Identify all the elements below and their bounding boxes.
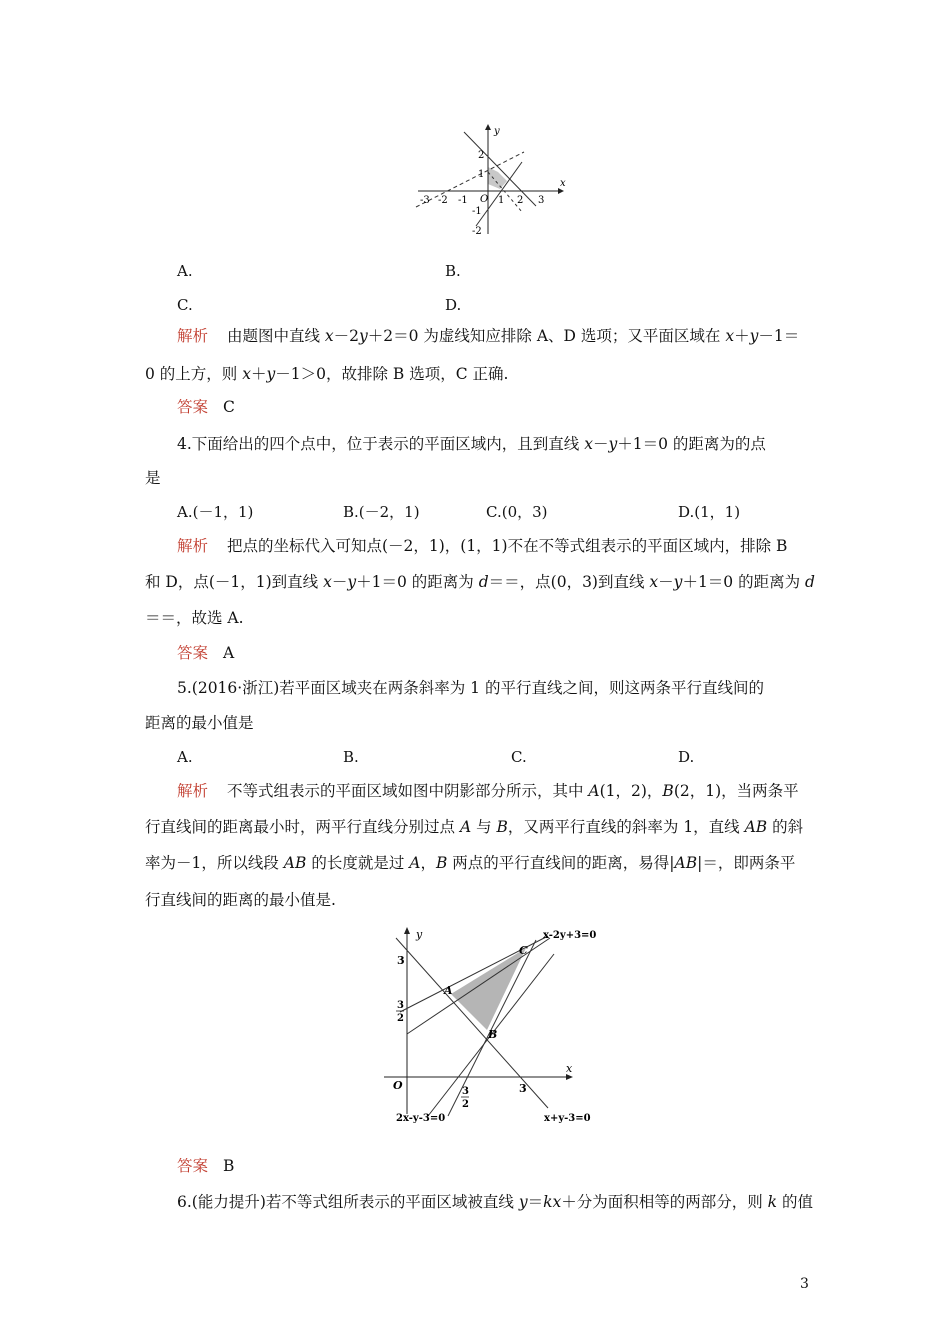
q4-stem-line-2: 是 xyxy=(145,469,161,487)
dashed-line-2 xyxy=(488,172,522,212)
point-b-label: B xyxy=(488,1028,498,1041)
q5-analysis-line-3: 率为－1，所以线段 AB 的长度就是过 A，B 两点的平行直线间的距离，易得|AB|＝，即两条平 xyxy=(145,854,796,872)
x-label: x xyxy=(560,178,566,189)
y-tick-frac-num: 3 xyxy=(397,1000,404,1011)
q4-analysis-line-3: ＝＝，故选 A. xyxy=(145,609,244,627)
analysis-label: 解析 xyxy=(177,327,209,345)
x-tick-3: 3 xyxy=(519,1082,527,1095)
line-label-3: x+y-3=0 xyxy=(544,1113,591,1124)
q3-option-a: A. xyxy=(177,262,193,280)
x-tick: -2 xyxy=(438,195,448,206)
x-tick: 1 xyxy=(498,195,505,206)
y-tick-3: 3 xyxy=(397,954,405,967)
y-tick: 1 xyxy=(478,169,485,180)
x-label: x xyxy=(566,1062,573,1075)
q5-option-d: D. xyxy=(678,748,695,766)
q3-answer: 答案 C xyxy=(177,398,235,416)
q5-stem-line-1: 5.(2016·浙江)若平面区域夹在两条斜率为 1 的平行直线之间，则这两条平行直线间的 xyxy=(177,679,764,697)
q4-option-a: A.(－1，1) xyxy=(177,503,254,521)
q5-option-b: B. xyxy=(343,748,359,766)
x-tick-frac-den: 2 xyxy=(462,1099,469,1110)
x-tick: 3 xyxy=(538,195,545,206)
q3-analysis-line-2: 0 的上方，则 x＋y－1＞0，故排除 B 选项，C 正确. xyxy=(145,365,509,383)
q5-analysis-line-4: 行直线间的距离的最小值是. xyxy=(145,891,336,909)
q4-analysis-line-1: 解析 把点的坐标代入可知点(－2，1)，(1，1)不在不等式组表示的平面区域内，排除 B xyxy=(177,537,788,555)
q5-option-c: C. xyxy=(511,748,527,766)
q6-stem: 6.(能力提升)若不等式组所表示的平面区域被直线 y＝kx＋分为面积相等的两部分，则 k 的值 xyxy=(177,1193,814,1211)
point-a-label: A xyxy=(444,984,453,997)
shaded-region xyxy=(488,167,507,189)
q4-option-c: C.(0，3) xyxy=(486,503,548,521)
q3-option-c: C. xyxy=(177,296,193,314)
answer-label: 答案 xyxy=(177,398,209,416)
y-tick: -1 xyxy=(472,206,482,217)
q4-option-d: D.(1，1) xyxy=(678,503,741,521)
q4-answer: 答案 A xyxy=(177,644,235,662)
answer-label: 答案 xyxy=(177,1157,209,1175)
x-tick: -3 xyxy=(420,195,430,206)
q3-option-d: D. xyxy=(445,296,462,314)
origin-label: O xyxy=(393,1079,403,1092)
q5-stem-line-2: 距离的最小值是 xyxy=(145,714,254,732)
analysis-label: 解析 xyxy=(177,537,209,555)
q5-option-a: A. xyxy=(177,748,193,766)
x-tick-frac-num: 3 xyxy=(462,1086,469,1097)
line-label-1: x-2y+3=0 xyxy=(543,930,597,941)
x-tick: 2 xyxy=(517,195,524,206)
shaded-triangle xyxy=(451,948,526,1030)
q5-answer: 答案 B xyxy=(177,1157,235,1175)
line-label-2: 2x-y-3=0 xyxy=(396,1113,446,1124)
y-label: y xyxy=(416,928,423,941)
q4-analysis-line-2: 和 D，点(－1，1)到直线 x－y＋1＝0 的距离为 d＝＝，点(0，3)到直线 x－y＋1＝0 的距离为 d xyxy=(145,573,815,591)
q5-analysis-line-1: 解析 不等式组表示的平面区域如图中阴影部分所示，其中 A(1，2)，B(2，1)，当两条平 xyxy=(177,782,799,800)
q4-stem-line-1: 4.下面给出的四个点中，位于表示的平面区域内，且到直线 x－y＋1＝0 的距离为的点 xyxy=(177,435,766,453)
origin-label: O xyxy=(480,194,489,205)
dashed-line xyxy=(416,152,524,207)
q3-option-b: B. xyxy=(445,262,461,280)
y-tick: 2 xyxy=(478,150,485,161)
q4-option-b: B.(－2，1) xyxy=(343,503,420,521)
figure-2-graph xyxy=(380,924,610,1130)
y-label: y xyxy=(494,126,500,137)
page-number: 3 xyxy=(800,1276,809,1292)
x-tick: -1 xyxy=(458,195,468,206)
point-c-label: C xyxy=(519,944,528,957)
y-axis-arrow xyxy=(485,124,491,130)
figure-1-graph xyxy=(412,122,572,240)
answer-label: 答案 xyxy=(177,644,209,662)
y-tick-frac-den: 2 xyxy=(397,1013,404,1024)
y-axis-arrow xyxy=(404,927,410,934)
y-tick: -2 xyxy=(472,226,482,237)
analysis-label: 解析 xyxy=(177,782,209,800)
q3-analysis-line-1: 解析 由题图中直线 x－2y＋2＝0 为虚线知应排除 A、D 选项；又平面区域在 x＋y－1＝ xyxy=(177,327,800,345)
q5-analysis-line-2: 行直线间的距离最小时，两平行直线分别过点 A 与 B，又两平行直线的斜率为 1，直线 AB 的斜 xyxy=(145,818,804,836)
